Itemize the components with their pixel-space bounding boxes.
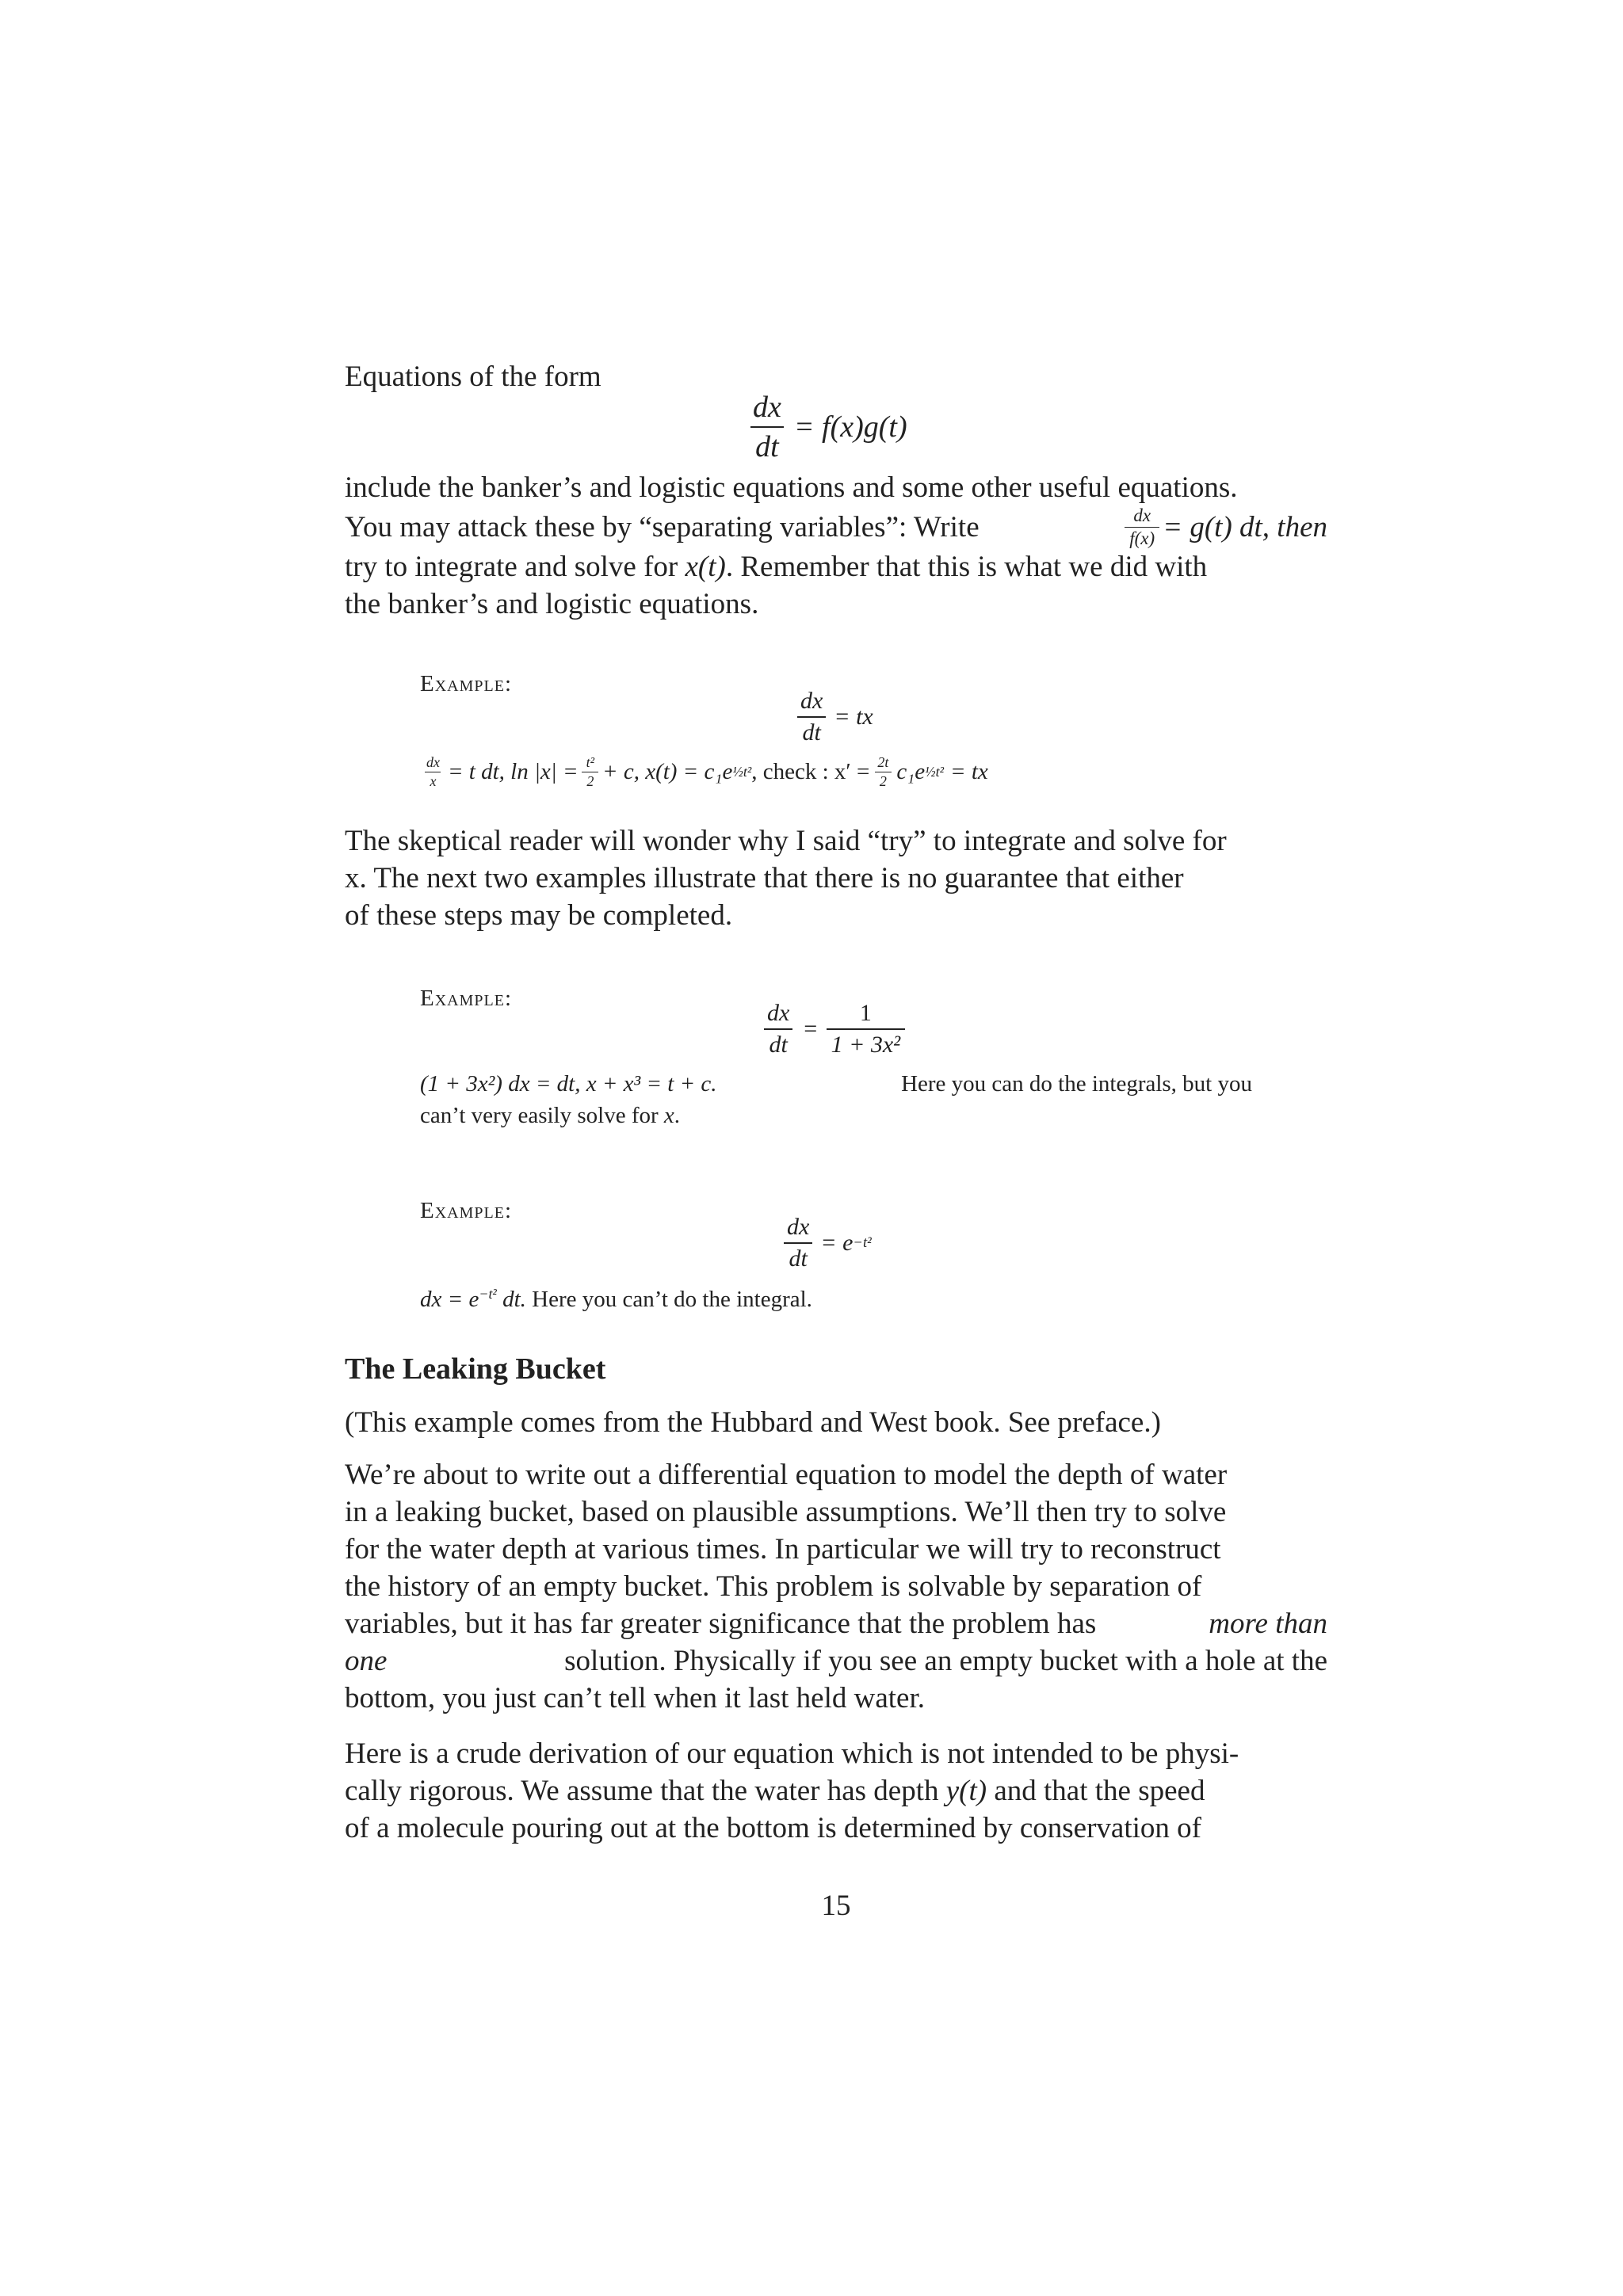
intro-line-4: the banker’s and logistic equations.	[345, 588, 759, 621]
example-2-equation: $\frac{dx}{dt}$ = $\frac{1}{\text{1 + 3x²}}$	[759, 1000, 908, 1058]
example-3-label: Example:	[420, 1198, 512, 1223]
section-heading: The Leaking Bucket	[345, 1352, 606, 1386]
intro-line-2: You may attack these by “separating variables”: Write $\frac{dx}{f(x)}$ = g(t) dt, then	[345, 505, 1327, 549]
example-1-work: $\frac{dx}{x}$ = t dt, ln |x| = $\frac{\text{t²}}{2}$ + c, x(t) = c₁e ½t² , check : x′ = $\frac{2t}{2}$ c₁e ½t² = tx	[426, 754, 988, 789]
intro-line-3: try to integrate and solve for x(t). Remember that this is what we did with	[345, 551, 1208, 584]
example-1-equation: $\frac{dx}{dt}$ = tx	[792, 688, 873, 746]
skeptic-paragraph: The skeptical reader will wonder why I said “try” to integrate and solve for x. The next two examples illustrate that there is no guarantee that either of these steps may be completed.	[345, 825, 1227, 932]
example-3-equation: $\frac{dx}{dt}$ = e −t²	[779, 1214, 872, 1272]
example-1-label: Example:	[420, 671, 512, 696]
intro-line-1: include the banker’s and logistic equations and some other useful equations.	[345, 471, 1238, 504]
bucket-paragraph-2: Here is a crude derivation of our equation which is not intended to be physi- cally rigorous. We assume that the water has depth y(t) and that the speed of a molecule pouring out at the bottom is determined by conservation of	[345, 1737, 1239, 1844]
intro-lead: Equations of the form	[345, 360, 601, 393]
example-3-text: dx = $e^{-t^2}$ dt. Here you can’t do the integral.	[420, 1286, 812, 1312]
display-equation	[745, 390, 907, 464]
display-rhs: = f(x)g(t)	[793, 410, 907, 444]
source-note: (This example comes from the Hubbard and West book. See preface.)	[345, 1406, 1161, 1439]
display-fraction: $\frac{dx}{dt}$	[748, 390, 786, 464]
page-number: 15	[821, 1890, 851, 1922]
inline-fraction: $\frac{dx}{f(x)}$	[1125, 506, 1159, 548]
intro-paragraph	[345, 469, 1327, 623]
example-2-label: Example:	[420, 986, 512, 1011]
bucket-paragraph-1: We’re about to write out a differential equation to model the depth of water in a leaking bucket, based on plausible assumptions. We’ll then try to solve for the water depth at various times. In particular we will try to reconstruct the history of an empty bucket. This problem is solvable by separation of variables, but it has far greater significance that the problem has more than one solution. Physically if you see an empty bucket with a hole at the bottom, you just can’t tell when it last held water.	[345, 1459, 1327, 1714]
example-2-text: (1 + 3x²) dx = dt, x + x³ = t + c. Here you can do the integrals, but you can’t very easily solve for x.	[420, 1071, 1252, 1128]
